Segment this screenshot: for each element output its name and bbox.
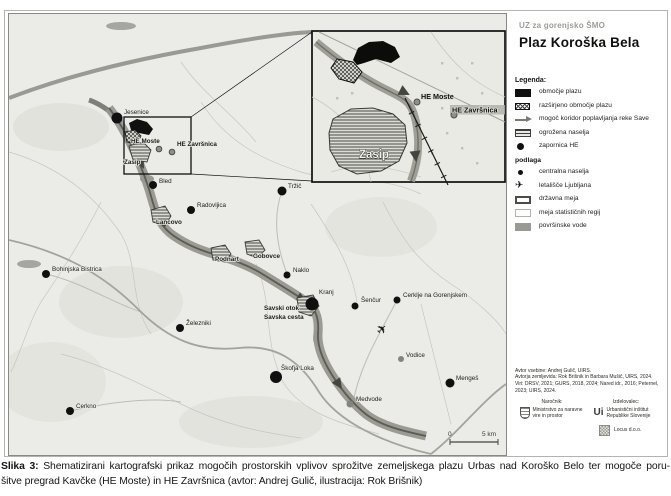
main-map	[9, 14, 506, 455]
regije-swatch	[515, 209, 534, 218]
place-label: Škofja Loka	[281, 365, 314, 372]
credit-line: Avtor vsebine: Andrej Gulič, UIRS.	[515, 367, 592, 374]
legend-label: letališče Ljubljana	[539, 181, 592, 189]
airport-icon: ✈	[373, 320, 392, 340]
naselja-swatch	[515, 129, 534, 138]
city-marker	[446, 379, 455, 388]
legend-item	[515, 195, 665, 204]
place-label: Tržič	[288, 183, 302, 190]
side-panel	[509, 13, 665, 454]
inset-label: Zasip	[359, 149, 390, 161]
corridor-label: Gobovce	[253, 253, 280, 260]
he-marker	[414, 99, 420, 105]
uirs-logo: Ui	[593, 406, 604, 418]
legend-base-list	[515, 168, 665, 231]
legend	[515, 77, 665, 231]
legend-label: državna meja	[539, 195, 579, 203]
legend-label: ogrožena naselja	[539, 128, 590, 136]
he-marker	[169, 149, 175, 155]
legend-item	[515, 102, 665, 111]
place-label: Vodice	[406, 352, 425, 359]
maker-block	[589, 399, 663, 420]
maker-name: Urbanistični inštitut Republike Slovenije	[606, 406, 651, 419]
corridor-label: Zasip	[124, 159, 141, 166]
figure-kicker: UZ za gorenjsko ŠMO	[519, 21, 606, 30]
client-label: Naročnik:	[541, 398, 563, 405]
maker-label: Izdelovalec:	[612, 398, 640, 405]
legend-heading: Legenda:	[515, 77, 547, 84]
partner-block	[599, 425, 663, 436]
corridor-label: Lancovo	[156, 219, 182, 226]
city-marker	[112, 113, 123, 124]
partner-name: Locus d.o.o.	[614, 427, 642, 434]
client-block	[515, 399, 589, 420]
legend-label: območje plazu	[539, 88, 582, 96]
coat-of-arms-icon	[520, 407, 530, 419]
city-marker	[284, 272, 291, 279]
zapornica-dot	[515, 142, 534, 151]
credit-lines	[515, 368, 663, 395]
city-marker	[66, 407, 74, 415]
vode-swatch	[515, 222, 534, 231]
legend-item	[515, 222, 665, 231]
legend-label: površinske vode	[539, 222, 587, 230]
legend-item	[515, 115, 665, 124]
place-label: HE Moste	[131, 138, 160, 145]
place-label: Šenčur	[361, 297, 381, 304]
legend-item	[515, 168, 665, 177]
corridor-label: Savski otok	[264, 305, 299, 312]
map-frame	[8, 13, 507, 456]
legend-item	[515, 142, 665, 151]
corridor-label: Savska cesta	[264, 314, 304, 321]
centralna-dot	[515, 168, 534, 177]
place-label: Kranj	[319, 289, 334, 296]
credits	[515, 368, 663, 437]
legend-item	[515, 209, 665, 218]
scale-end: 5 km	[482, 431, 497, 438]
city-marker	[149, 181, 157, 189]
credit-line: Viri: DRSV, 2021; GURS, 2018, 2024; Nared idr., 2016; Peternel, 2023; UIRS, 2024.	[515, 381, 659, 394]
legend-label: razširjeno območje plazu	[539, 101, 612, 109]
place-label: HE Završnica	[177, 141, 217, 148]
city-marker	[398, 356, 404, 362]
legend-item	[515, 129, 665, 138]
figure-frame	[4, 10, 668, 457]
caption-text-1: Shematizirani kartografski prikaz mogočih prostorskih vplivov sprožitve zemeljskega plazu Urbas nad Koroško Belo ter mogoče poru-	[43, 461, 670, 472]
figure-title: Plaz Koroška Bela	[519, 35, 640, 50]
legend-subheading: podlaga	[515, 157, 542, 164]
caption-label: Slika 3:	[1, 461, 39, 472]
city-marker	[42, 270, 50, 278]
caption-line-1	[1, 459, 670, 474]
place-label: Bohinjska Bistrica	[52, 266, 102, 273]
drzavna-swatch	[515, 195, 534, 204]
legend-list	[515, 88, 665, 151]
plaz-swatch	[515, 88, 534, 97]
place-label: Železniki	[186, 320, 211, 327]
city-marker	[347, 401, 354, 408]
place-label: Bled	[159, 178, 172, 185]
place-label: Cerkno	[76, 403, 97, 410]
corridor-label: Podnart	[215, 256, 239, 263]
city-marker	[306, 298, 319, 311]
client-name: Ministrstvo za naravne vire in prostor	[532, 406, 583, 419]
caption-line-2: šitve pregrad Kavčke (HE Moste) in HE Završnica (avtor: Andrej Gulič, ilustracija: Rok Brišnik)	[1, 476, 423, 488]
legend-label: mogoč koridor poplavljanja reke Save	[539, 115, 649, 123]
airport-icon: ✈	[515, 180, 524, 191]
city-marker	[270, 371, 282, 383]
place-label: Radovljica	[197, 202, 227, 209]
place-label: Cerklje na Gorenjskem	[403, 292, 468, 299]
legend-item	[515, 88, 665, 97]
place-label: Naklo	[293, 267, 310, 274]
scale-start: 0	[448, 431, 452, 438]
razsirjeno-swatch	[515, 102, 534, 111]
figure-caption	[1, 459, 670, 489]
locus-logo-icon	[599, 425, 610, 436]
credit-line: Avtorja zemljevida: Rok Brišnik in Barbara Mušič, UIRS, 2024.	[515, 374, 653, 381]
city-marker	[187, 206, 195, 214]
city-marker	[394, 297, 401, 304]
he-marker	[156, 146, 162, 152]
place-label: Medvode	[356, 396, 382, 403]
koridor-arrow	[515, 115, 534, 124]
org-row	[515, 399, 663, 420]
city-marker	[278, 187, 287, 196]
inset-label: HE Moste	[421, 92, 454, 101]
legend-item	[515, 182, 665, 191]
city-marker	[176, 324, 184, 332]
city-marker	[352, 303, 359, 310]
place-label: Jesenice	[124, 109, 149, 116]
inset-map	[312, 31, 505, 185]
legend-label: zapornica HE	[539, 142, 579, 150]
inset-label: HE Završnica	[452, 105, 498, 115]
legend-label: centralna naselja	[539, 168, 589, 176]
legend-label: meja statističnih regij	[539, 208, 601, 216]
place-label: Mengeš	[456, 375, 479, 382]
